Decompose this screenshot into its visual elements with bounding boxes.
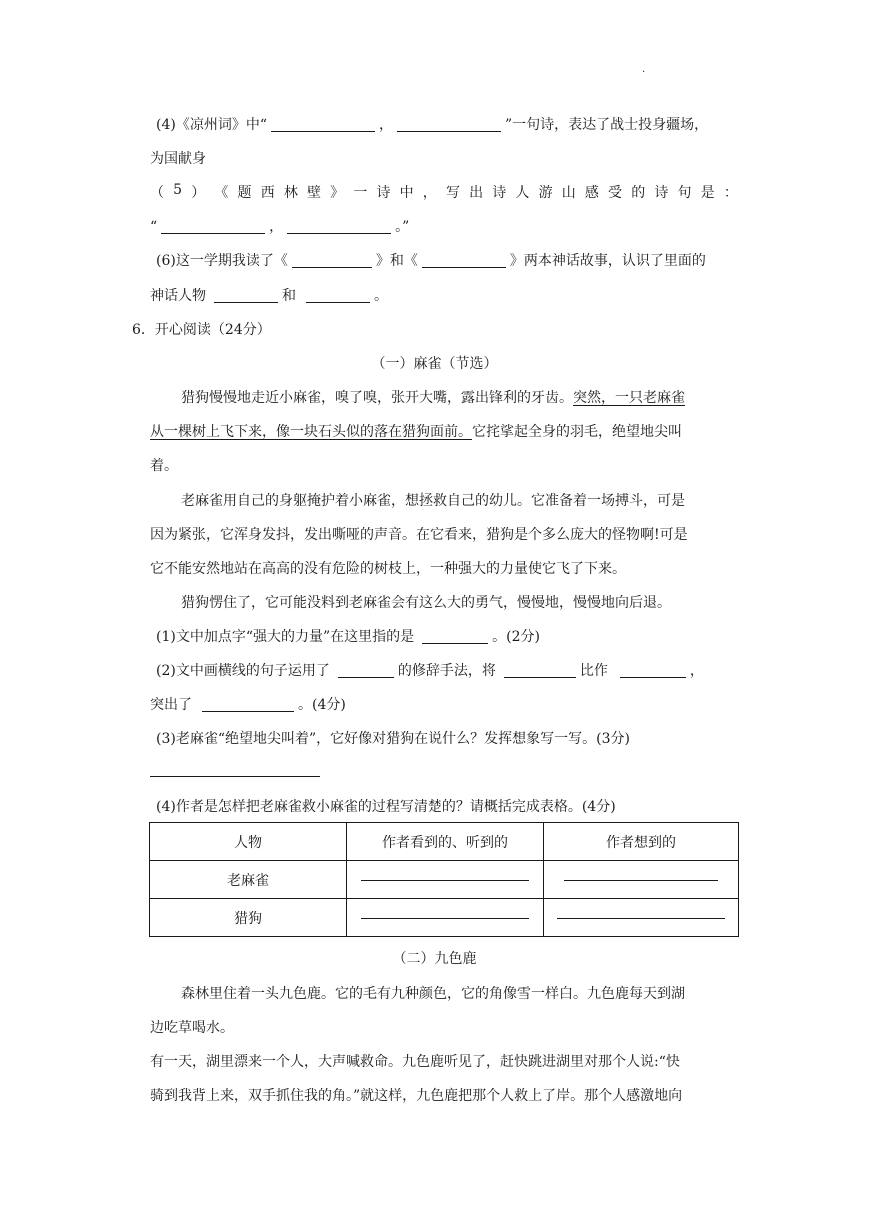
para1-text: 它挓挲起全身的羽毛，绝望地尖叫: [472, 424, 682, 440]
q6-line2-end: 。: [374, 288, 388, 304]
q5-char: ，: [422, 185, 437, 201]
question-4-line-2: 为国献身: [150, 151, 206, 167]
summary-table: [149, 822, 739, 937]
reading-1-question-4: (4)作者是怎样把老麻雀救小麻雀的过程写清楚的？请概括完成表格。(4分): [156, 799, 616, 815]
reading-1-question-2-line-2: [150, 694, 346, 714]
table-answer-cell[interactable]: [347, 899, 544, 937]
question-4-line-1: [156, 114, 708, 134]
q5-comma: ，: [269, 219, 284, 235]
underlined-sentence: 突然，一只老麻雀: [573, 390, 685, 406]
close-quote: 。”: [395, 219, 410, 235]
q5-char: 山: [561, 185, 576, 201]
q5-char: 句: [677, 185, 692, 201]
table-row-label: 猎狗: [150, 899, 347, 937]
q5-char: 西: [260, 185, 275, 201]
q5-char: 人: [515, 185, 530, 201]
answer-blank[interactable]: [422, 629, 488, 644]
q5-char: 一: [353, 185, 368, 201]
q5-char: （: [150, 185, 164, 201]
table-header: 作者看到的、听到的: [347, 823, 544, 861]
table-header: 作者想到的: [544, 823, 739, 861]
underlined-sentence: 从一棵树上飞下来，像一块石头似的落在猎狗面前。: [150, 424, 472, 440]
reading-2-para-1-line-1: 森林里住着一头九色鹿。它的毛有九种颜色，它的角像雪一样白。九色鹿每天到湖: [181, 986, 685, 1002]
table-row: [150, 899, 739, 937]
q4-comma: ，: [379, 117, 393, 133]
q5-char: ）: [191, 185, 206, 201]
q6-line2-prefix: 神话人物: [150, 288, 206, 304]
q5-char: ：: [723, 185, 738, 201]
reading-1-para-2-line-3: 它不能安然地站在高高的没有危险的树枝上，一种强大的力量使它飞了下来。: [150, 561, 626, 577]
question-5-line-2: [150, 216, 409, 236]
reading-1-title: （一）麻雀（节选）: [371, 356, 498, 372]
answer-blank[interactable]: [397, 117, 501, 132]
table-answer-cell[interactable]: [544, 861, 739, 899]
q5-char: 5: [173, 182, 183, 198]
q5-char: 壁: [307, 185, 322, 201]
q5-char: 诗: [654, 185, 669, 201]
q2-text-3: 比作: [579, 663, 608, 679]
reading-2-para-1-line-2: 边吃草喝水。: [150, 1020, 234, 1036]
para1-text: 猎狗慢慢地走近小麻雀，嗅了嗅，张开大嘴，露出锋利的牙齿。: [181, 390, 573, 406]
reading-1-question-1: [156, 626, 540, 646]
table-answer-cell[interactable]: [544, 899, 739, 937]
answer-blank[interactable]: [202, 697, 294, 712]
q4-prefix: (4)《凉州词》中“: [156, 117, 267, 133]
q5-char: 是: [700, 185, 715, 201]
q5-char: 》: [330, 185, 345, 201]
reading-1-para-1-line-2: [150, 421, 682, 441]
q5-char: 诗: [376, 185, 391, 201]
answer-blank[interactable]: [271, 117, 375, 132]
answer-blank[interactable]: [504, 663, 576, 678]
table-answer-cell[interactable]: [347, 861, 544, 899]
q6-text-2: 》和《: [375, 253, 418, 269]
q4-suffix: ”一句诗，表达了战士投身疆场，: [505, 117, 709, 133]
table-row: [150, 861, 739, 899]
reading-1-para-1-line-3: 着。: [150, 458, 178, 474]
answer-line[interactable]: [557, 917, 725, 919]
q5-char: 受: [608, 185, 623, 201]
q2-line2-text: 突出了: [150, 697, 192, 713]
table-row-label: 老麻雀: [150, 861, 347, 899]
reading-1-question-3: (3)老麻雀“绝望地尖叫着”，它好像对猎狗在说什么？发挥想象写一写。(3分): [156, 731, 630, 747]
q5-char: 《: [214, 185, 229, 201]
page-mark: .: [642, 64, 646, 75]
q5-char: 题: [237, 185, 252, 201]
answer-line[interactable]: [564, 879, 718, 881]
reading-1-para-1-line-1: [181, 387, 685, 407]
question-5-line-1: [150, 182, 738, 202]
reading-2-para-2-line-2: 骑到我背上来，双手抓住我的角。”就这样，九色鹿把那个人救上了岸。那个人感激地向: [150, 1088, 683, 1104]
q5-char: 感: [584, 185, 599, 201]
q2-text-2: 的修辞手法，将: [397, 663, 496, 679]
answer-blank[interactable]: [620, 663, 686, 678]
question-6-line-1: [156, 250, 706, 270]
q5-char: 写: [445, 185, 460, 201]
q6-text-3: 》两本神话故事，认识了里面的: [509, 253, 706, 269]
reading-1-para-2-line-2: 因为紧张，它浑身发抖，发出嘶哑的声音。在它看来，猎狗是个多么庞大的怪物啊!可是: [150, 527, 688, 543]
answer-blank[interactable]: [292, 253, 372, 268]
q1-text: (1)文中加点字“强大的力量”在这里指的是: [156, 629, 415, 645]
q2-score: 。(4分): [298, 697, 346, 713]
answer-blank[interactable]: [287, 219, 391, 234]
q5-char: 的: [631, 185, 646, 201]
section-title: 6．开心阅读（24分）: [132, 322, 271, 338]
q5-char: 诗: [492, 185, 507, 201]
table-header-row: [150, 823, 739, 861]
q5-char: 中: [399, 185, 414, 201]
reading-1-para-3: 猎狗愣住了，它可能没料到老麻雀会有这么大的勇气，慢慢地，慢慢地向后退。: [181, 595, 671, 611]
answer-line[interactable]: [150, 776, 320, 777]
reading-1-para-2-line-1: 老麻雀用自己的身躯掩护着小麻雀，想拯救自己的幼儿。它准备着一场搏斗，可是: [181, 493, 685, 509]
answer-line[interactable]: [361, 879, 529, 881]
reading-2-title: （二）九色鹿: [392, 951, 477, 967]
reading-2-para-2-line-1: 有一天，湖里漂来一个人，大声喊救命。九色鹿听见了，赶快跳进湖里对那个人说:“快: [150, 1054, 680, 1070]
q1-score: 。(2分): [492, 629, 540, 645]
answer-blank[interactable]: [338, 663, 394, 678]
answer-line[interactable]: [361, 917, 529, 919]
q6-line2-mid: 和: [282, 288, 296, 304]
answer-blank[interactable]: [214, 288, 278, 303]
reading-1-question-2-line-1: [156, 660, 704, 680]
answer-blank[interactable]: [422, 253, 506, 268]
q5-char: 林: [283, 185, 298, 201]
q2-text-4: ，: [689, 663, 704, 679]
q6-text-1: (6)这一学期我读了《: [156, 253, 288, 269]
answer-blank[interactable]: [306, 288, 370, 303]
question-6-line-2: [150, 285, 388, 305]
answer-blank[interactable]: [161, 219, 265, 234]
q5-char: 出: [469, 185, 484, 201]
open-quote: “: [150, 219, 158, 235]
table-header: 人物: [150, 823, 347, 861]
q5-char: 游: [538, 185, 553, 201]
q2-text-1: (2)文中画横线的句子运用了: [156, 663, 330, 679]
